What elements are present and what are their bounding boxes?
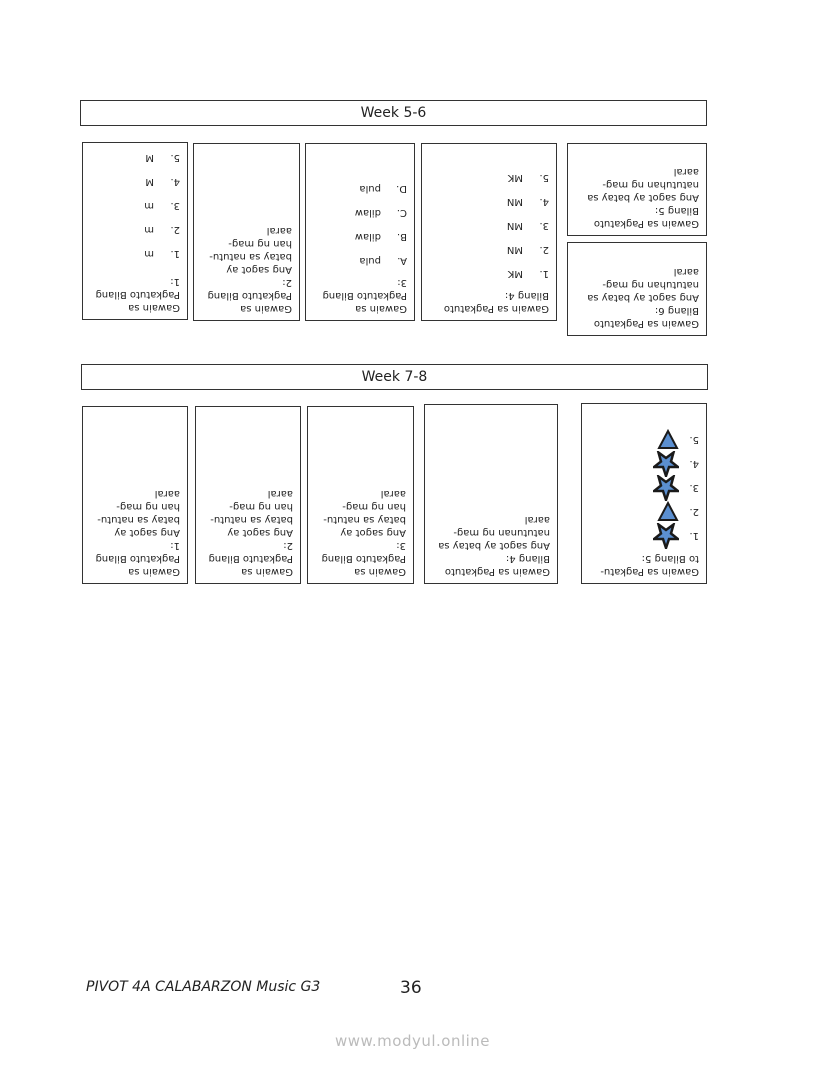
week-5-6-header: Week 5-6 [80,100,707,126]
box-lines: Gawain sa Pagkatuto Bilang 1: [95,276,180,313]
shape-answer-list: 1. 2. 3. 4. 5. [589,428,699,548]
triangle-icon [657,429,679,451]
star-icon [653,451,679,477]
answer-box-w56-5: Gawain sa Pagkatuto Bilang 5: Ang sagot ay batay sa natutuhan ng mag- aaral [567,143,707,236]
answer-box-w78-4: Gawain sa Pagkatuto Bilang 4: Ang sagot ay batay sa natutunan ng mag- aaral [424,404,558,584]
answer-box-w78-5: Gawain sa Pagkatu- to Bilang 5: 1. 2. 3. 4. 5. [581,403,707,584]
page-number: 36 [400,978,422,998]
answer-box-w78-2: Gawain sa Pagkatuto Bilang 2: Ang sagot ay batay sa natutu- han ng mag- aaral [195,406,301,584]
answer-box-w56-6: Gawain sa Pagkatuto Bilang 6: Ang sagot ay batay sa natutuhan ng mag- aaral [567,242,707,336]
triangle-icon [657,501,679,523]
answer-box-w78-3: Gawain sa Pagkatuto Bilang 3: Ang sagot ay batay sa natutu- han ng mag- aaral [307,406,414,584]
answer-box-w56-4: Gawain sa Pagkatuto Bilang 4: 1.MK 2.MN 3.MN 4.MN 5.MK [421,143,557,321]
watermark: www.modyul.online [334,1032,491,1050]
answer-box-w56-3: Gawain sa Pagkatuto Bilang 3: A.pula B.dilaw C.dilaw D.pula [305,143,415,321]
answer-box-w78-1: Gawain sa Pagkatuto Bilang 1: Ang sagot ay batay sa natutu- han ng mag- aaral [82,406,188,584]
week-7-8-header: Week 7-8 [81,364,708,390]
answer-box-w56-1 [82,142,188,320]
star-icon [653,475,679,501]
answer-list: 1.m 2.m 3.m 4.M 5.M [144,152,180,259]
answer-list: 1.MK 2.MN 3.MN 4.MN 5.MK [506,172,549,279]
answer-list: A.pula B.dilaw C.dilaw D.pula [354,183,407,266]
footer-title: PIVOT 4A CALABARZON Music G3 [86,979,321,995]
star-icon [653,523,679,549]
answer-box-w56-2: Gawain sa Pagkatuto Bilang 2: Ang sagot ay batay sa natutu- han ng mag- aaral [193,143,300,321]
